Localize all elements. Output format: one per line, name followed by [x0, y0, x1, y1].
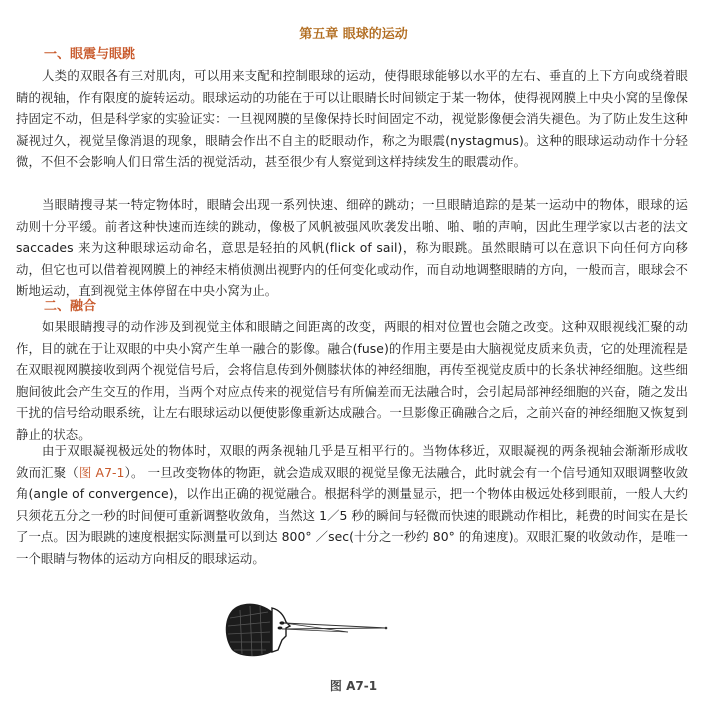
- paragraph-convergence-end: ）。 一旦改变物体的物距，就会造成双眼的视觉呈像无法融合，此时就会有一个信号通知双眼调整收敛角(angle of convergence)，以作出正确的视觉融合。根据科学的测量显示，把一个物体由极远处移到眼前，一般人大约只须花五分之一秒的时间便可重新调整收敛角，当然这 1／5 秒的瞬间与轻微而快速的眼跳动作相比，耗费的时间实在是长了一点。因为眼跳的速度根据实际测量可以到达 800° ／sec(十分之一秒约 80° 的角速度)。双眼汇聚的收敛动作，是唯一一个眼睛与物体的运动方向相反的眼球运动。: [16, 464, 689, 566]
- face-profile-shape: [272, 608, 290, 652]
- paragraph-saccades: 当眼睛搜寻某一特定物体时，眼睛会出现一系列快速、细碎的跳动；一旦眼睛追踪的是某一运动中的物体，眼球的运动则十分平缓。前者这种快速而连续的跳动，像极了风帆被强风吹袭发出啪、啪、啪的声响，因此生理学家以古老的法文 saccades 来为这种眼球运动命名，意思是轻拍的风帆(flick of sail)，称为眼跳。虽然眼睛可以在意识下向任何方向移动，但它也可以借着视网膜上的神经末梢侦测出视野内的任何变化或动作，而自动地调整眼睛的方向，一般而言，眼球会不断地运动，直到视觉主体停留在中央小窝为止。: [16, 197, 688, 299]
- paragraph-fusion: 如果眼睛搜寻的动作涉及到视觉主体和眼睛之间距离的改变，两眼的相对位置也会随之改变。这种双眼视线汇聚的动作，目的就在于让双眼的中央小窝产生单一融合的影像。融合(fuse)的作用主要是由大脑视觉皮质来负责，它的处理流程是在双眼视网膜接收到两个视觉信号后，会将信息传到外侧膝状体的神经细胞，再传至视觉皮质中的长条状神经细胞。这些细胞间彼此会产生交互的作用，当两个对应点传来的视觉信号有所偏差而无法融合时，会引起局部神经细胞的兴奋，随之发出干扰的信号给动眼系统，让左右眼球运动以便使影像重新达成融合。一旦影像正确融合之后，之前兴奋的神经细胞又恢复到静止的状态。: [16, 319, 688, 442]
- left-eye-icon: [279, 621, 284, 624]
- figure-caption: 图 A7-1: [329, 679, 378, 693]
- chapter-title: 第五章 眼球的运动: [299, 27, 408, 42]
- section-heading-fusion: 二、融合: [44, 299, 97, 314]
- figure-reference-link[interactable]: 图 A7-1: [78, 464, 125, 480]
- paragraph-eye-muscles: 人类的双眼各有三对肌肉，可以用来支配和控制眼球的运动，使得眼球能够以水平的左右、垂直的上下方向或绕着眼睛的视轴，作有限度的旋转运动。眼球运动的功能在于可以让眼睛长时间锁定于某一物体，使得视网膜上中央小窝的呈像保持固定不动，但是科学家的实验证实：一旦视网膜的呈像保持长时间固定不动，视觉影像便会消失褪色。为了防止发生这种凝视过久，视觉呈像消退的现象，眼睛会作出不自主的眨眼动作，称之为眼震(nystagmus)。这种的眼球运动动作十分轻微，不但不会影响人们日常生活的视觉活动，甚至很少有人察觉到这样持续发生的眼震动作。: [16, 68, 688, 170]
- far-target-point: [385, 627, 388, 630]
- right-eye-icon: [278, 627, 283, 630]
- sight-line-lower: [282, 628, 386, 629]
- head-eyes-convergence-illustration: [220, 592, 390, 660]
- paragraph-convergence-start: 由于双眼凝视极远处的物体时，双眼的两条视轴几乎是互相平行的。当物体移近，双眼凝视的两条视轴会渐渐形成收敛而汇聚（: [16, 443, 688, 480]
- section-heading-nystagmus: 一、眼震与眼跳: [44, 47, 136, 62]
- paragraph-convergence: [16, 440, 688, 570]
